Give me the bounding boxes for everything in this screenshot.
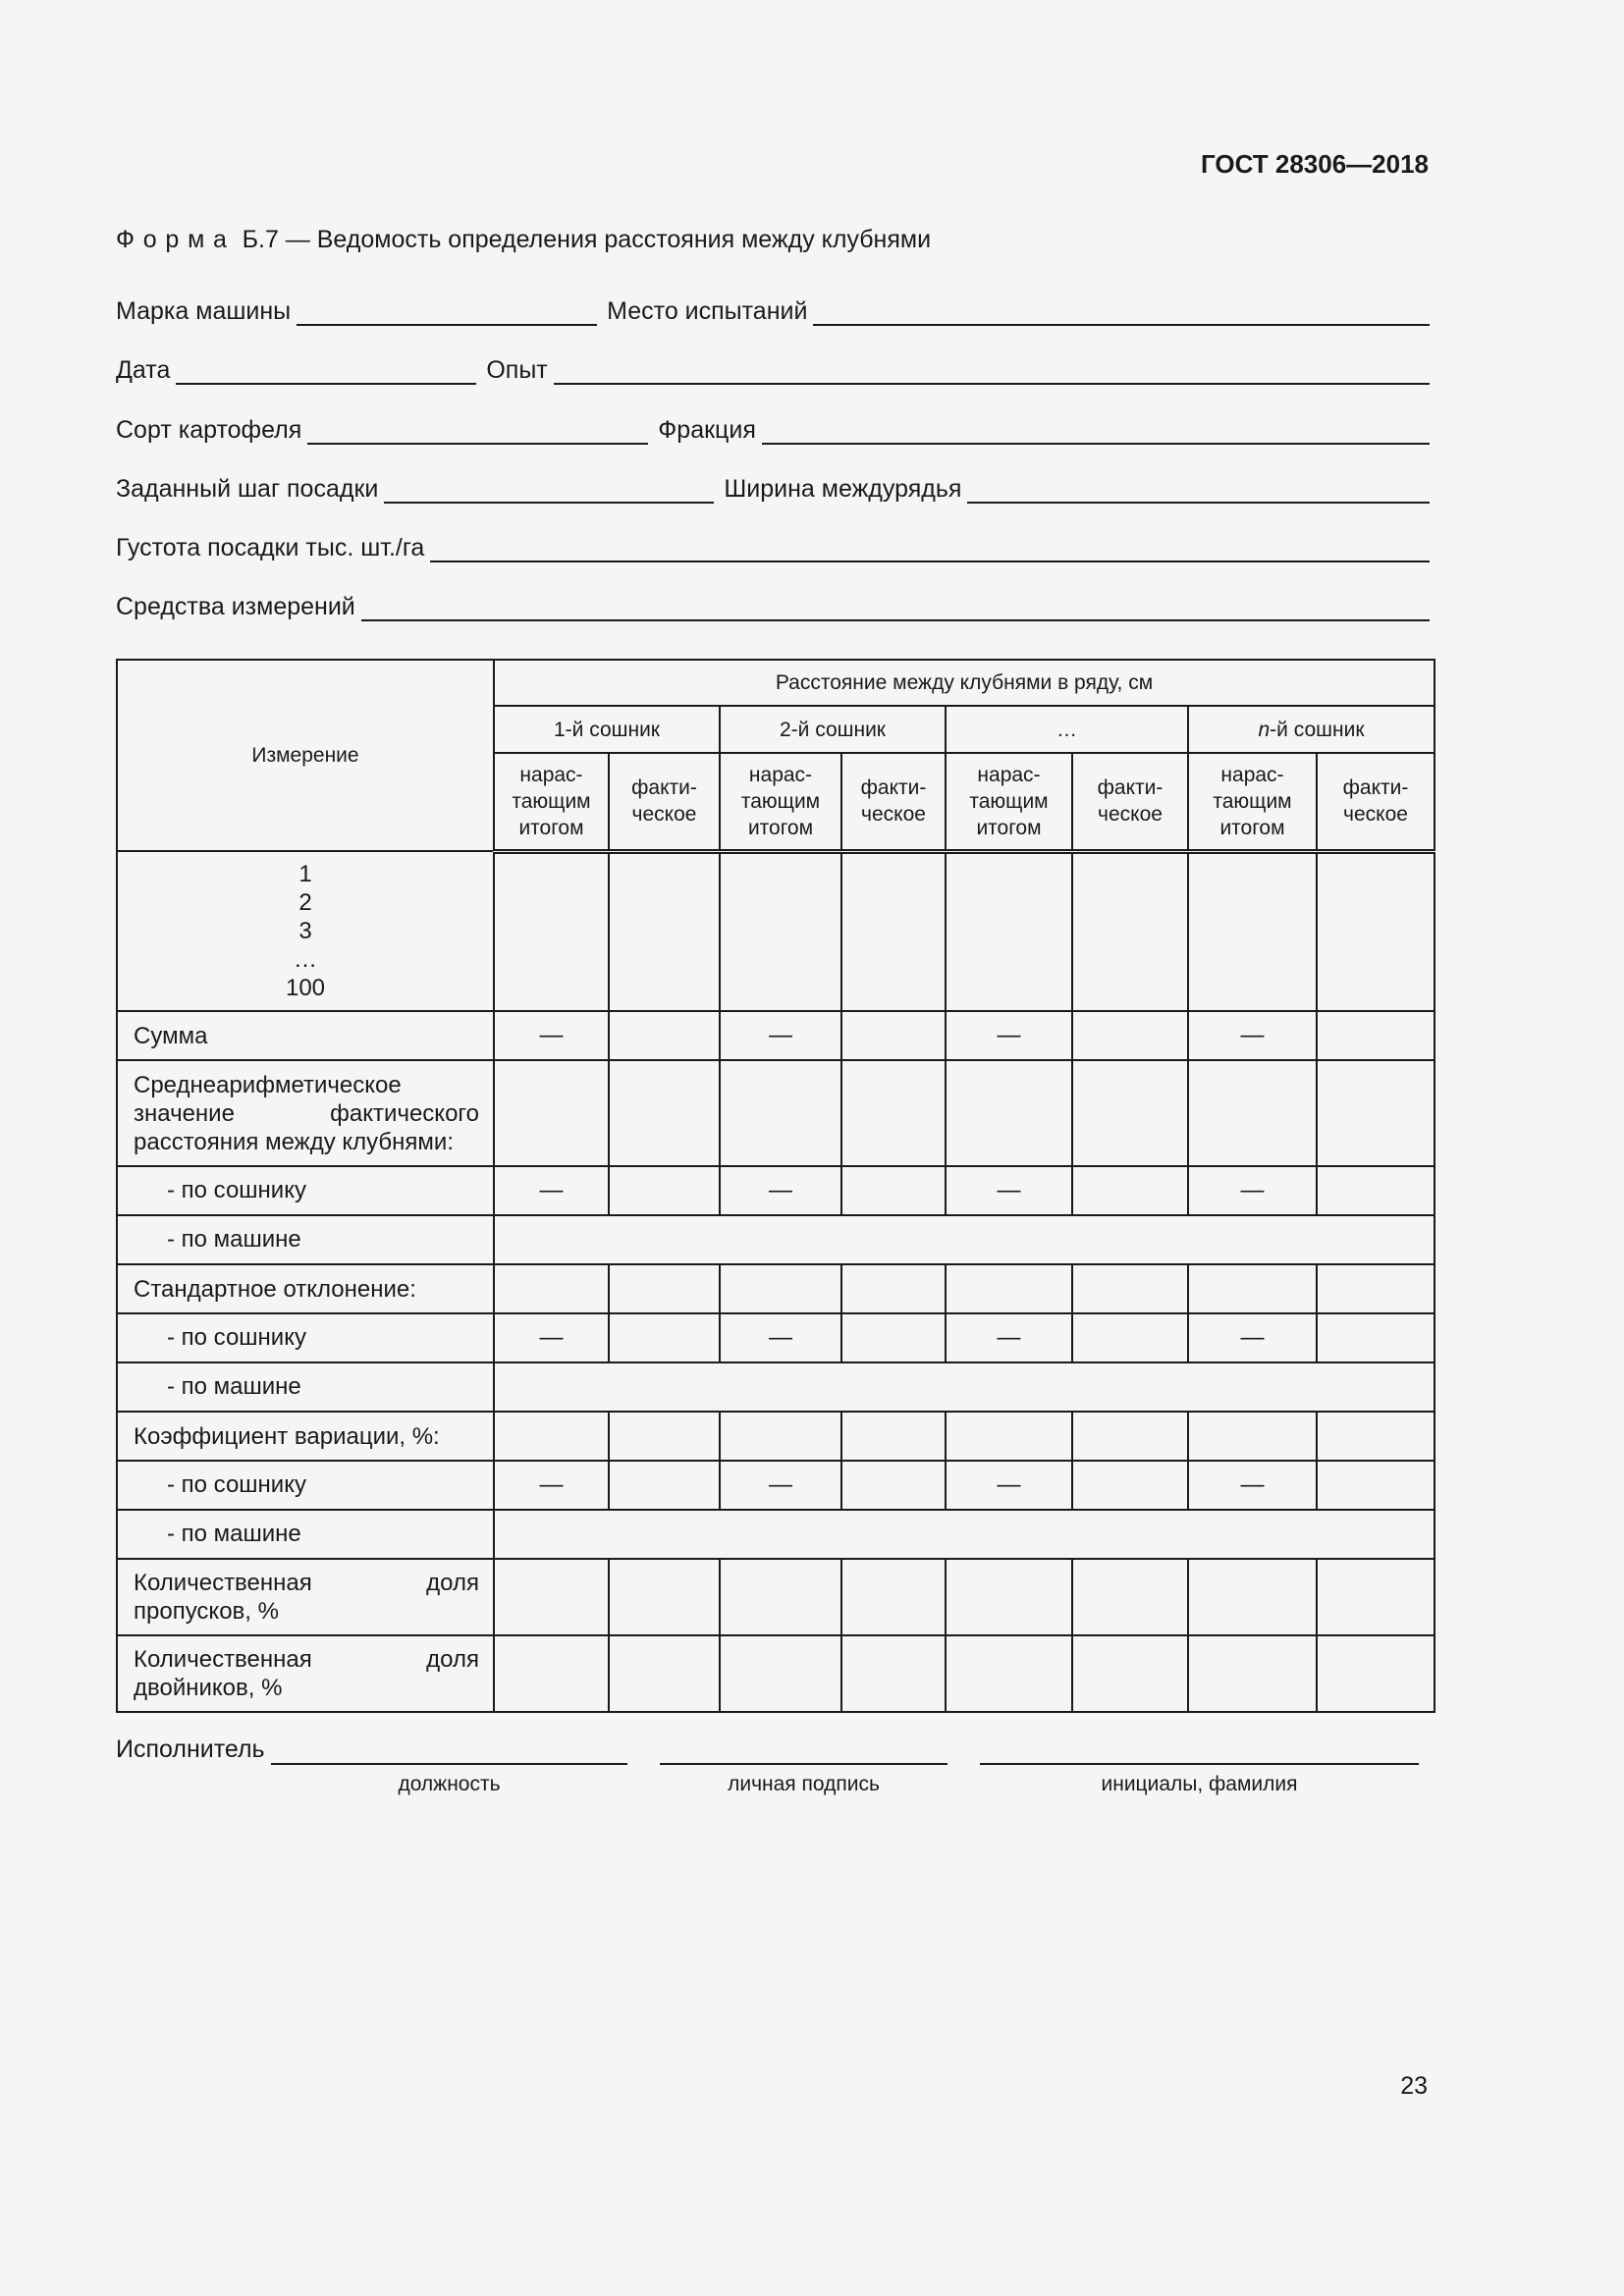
- measurement-numbers: 1 2 3 … 100: [117, 851, 494, 1011]
- cell[interactable]: [1188, 851, 1317, 1011]
- test-place-blank[interactable]: [813, 296, 1430, 326]
- cell[interactable]: [1317, 851, 1435, 1011]
- signature-line[interactable]: [660, 1763, 947, 1765]
- position-caption: должность: [398, 1773, 501, 1795]
- cell[interactable]: [1317, 1166, 1435, 1215]
- opener-2-header: 2-й сошник: [720, 706, 946, 753]
- col-actual: факти- ческое: [1072, 753, 1188, 851]
- cell[interactable]: [609, 1060, 720, 1166]
- cell[interactable]: [841, 1461, 946, 1510]
- planting-step-label: Заданный шаг посадки: [116, 475, 379, 503]
- cell[interactable]: [1317, 1011, 1435, 1060]
- machine-brand-blank[interactable]: [297, 296, 597, 326]
- variation-row: [117, 1412, 1435, 1461]
- cell[interactable]: [1072, 851, 1188, 1011]
- field-line-step: [116, 464, 1430, 504]
- potato-variety-blank[interactable]: [307, 415, 648, 445]
- cell[interactable]: [841, 1635, 946, 1712]
- planting-density-blank[interactable]: [430, 533, 1430, 562]
- cell[interactable]: [946, 1635, 1072, 1712]
- dash-cell: —: [946, 1166, 1072, 1215]
- per-machine-label: - по машине: [117, 1510, 494, 1559]
- row-width-blank[interactable]: [967, 474, 1430, 504]
- cell[interactable]: [494, 1412, 609, 1461]
- dash-cell: —: [494, 1313, 609, 1362]
- cell[interactable]: [1317, 1060, 1435, 1166]
- col-cumulative: нарас- тающим итогом: [494, 753, 609, 851]
- doubles-row: [117, 1635, 1435, 1712]
- per-machine-label: - по машине: [117, 1215, 494, 1264]
- cell[interactable]: [1317, 1559, 1435, 1635]
- machine-cell[interactable]: [494, 1510, 1435, 1559]
- cell[interactable]: [494, 1635, 609, 1712]
- misses-label: Количественная доля пропусков, %: [117, 1559, 494, 1635]
- measurements-row: [117, 851, 1435, 1011]
- col-cumulative: нарас- тающим итогом: [1188, 753, 1317, 851]
- measurement-header: Измерение: [117, 660, 494, 851]
- planting-density-label: Густота посадки тыс. шт./га: [116, 534, 425, 561]
- cell[interactable]: [609, 1635, 720, 1712]
- cell[interactable]: [946, 1060, 1072, 1166]
- cell[interactable]: [1072, 1559, 1188, 1635]
- cell[interactable]: [1072, 1461, 1188, 1510]
- initials-caption: инициалы, фамилия: [1101, 1773, 1298, 1795]
- test-place-label: Место испытаний: [607, 297, 808, 325]
- dash-cell: —: [494, 1461, 609, 1510]
- cell[interactable]: [609, 1264, 720, 1313]
- dash-cell: —: [1188, 1166, 1317, 1215]
- cell[interactable]: [1072, 1264, 1188, 1313]
- mean-row: [117, 1060, 1435, 1166]
- cell[interactable]: [720, 1264, 841, 1313]
- cell[interactable]: [609, 1461, 720, 1510]
- cell[interactable]: [1317, 1635, 1435, 1712]
- cell[interactable]: [841, 1412, 946, 1461]
- cell[interactable]: [1188, 1635, 1317, 1712]
- stddev-label: Стандартное отклонение:: [117, 1264, 494, 1313]
- col-cumulative: нарас- тающим итогом: [946, 753, 1072, 851]
- cell[interactable]: [494, 851, 609, 1011]
- dash-cell: —: [946, 1461, 1072, 1510]
- opener-1-header: 1-й сошник: [494, 706, 720, 753]
- date-blank[interactable]: [176, 355, 476, 385]
- cell[interactable]: [841, 851, 946, 1011]
- initials-line[interactable]: [980, 1763, 1419, 1765]
- mean-label: Среднеарифметическое значение фактического расстояния между клубнями:: [117, 1060, 494, 1166]
- cell[interactable]: [1317, 1264, 1435, 1313]
- variation-label: Коэффициент вариации, %:: [117, 1412, 494, 1461]
- sum-label: Сумма: [117, 1011, 494, 1060]
- dash-cell: —: [720, 1166, 841, 1215]
- per-opener-label: - по сошнику: [117, 1313, 494, 1362]
- per-opener-label: - по сошнику: [117, 1461, 494, 1510]
- opener-n-header: n-й сошник: [1188, 706, 1435, 753]
- cell[interactable]: [841, 1011, 946, 1060]
- experiment-label: Опыт: [486, 356, 548, 384]
- cell[interactable]: [1317, 1313, 1435, 1362]
- measuring-means-label: Средства измерений: [116, 593, 355, 620]
- field-line-density: [116, 523, 1430, 562]
- cell[interactable]: [1072, 1011, 1188, 1060]
- per-machine-label: - по машине: [117, 1362, 494, 1412]
- cell[interactable]: [494, 1060, 609, 1166]
- variation-per-machine-row: [117, 1510, 1435, 1559]
- stddev-per-opener-row: [117, 1313, 1435, 1362]
- planting-step-blank[interactable]: [384, 474, 714, 504]
- signature-caption: личная подпись: [728, 1773, 880, 1795]
- cell[interactable]: [609, 1559, 720, 1635]
- cell[interactable]: [720, 851, 841, 1011]
- opener-ellipsis-header: …: [946, 706, 1188, 753]
- cell[interactable]: [494, 1264, 609, 1313]
- cell[interactable]: [841, 1166, 946, 1215]
- dash-cell: —: [720, 1461, 841, 1510]
- mean-per-opener-row: [117, 1166, 1435, 1215]
- stddev-row: [117, 1264, 1435, 1313]
- cell[interactable]: [946, 1559, 1072, 1635]
- cell[interactable]: [720, 1060, 841, 1166]
- cell[interactable]: [1317, 1412, 1435, 1461]
- cell[interactable]: [841, 1060, 946, 1166]
- mean-per-machine-row: [117, 1215, 1435, 1264]
- col-cumulative: нарас- тающим итогом: [720, 753, 841, 851]
- cell[interactable]: [1188, 1060, 1317, 1166]
- dash-cell: —: [946, 1011, 1072, 1060]
- cell[interactable]: [720, 1635, 841, 1712]
- potato-variety-label: Сорт картофеля: [116, 416, 302, 444]
- cell[interactable]: [946, 1412, 1072, 1461]
- field-line-machine: [116, 287, 1430, 326]
- page-number: 23: [1400, 2072, 1428, 2100]
- form-title: [116, 226, 931, 254]
- dash-cell: —: [946, 1313, 1072, 1362]
- cell[interactable]: [1317, 1461, 1435, 1510]
- cell[interactable]: [1188, 1559, 1317, 1635]
- per-opener-label: - по сошнику: [117, 1166, 494, 1215]
- cell[interactable]: [841, 1559, 946, 1635]
- position-line[interactable]: [271, 1763, 627, 1765]
- dash-cell: —: [720, 1313, 841, 1362]
- col-actual: факти- ческое: [1317, 753, 1435, 851]
- cell[interactable]: [609, 1011, 720, 1060]
- cell[interactable]: [841, 1264, 946, 1313]
- misses-row: [117, 1559, 1435, 1635]
- dash-cell: —: [1188, 1011, 1317, 1060]
- sum-row: [117, 1011, 1435, 1060]
- cell[interactable]: [609, 851, 720, 1011]
- cell[interactable]: [494, 1559, 609, 1635]
- dash-cell: —: [494, 1166, 609, 1215]
- distance-header: Расстояние между клубнями в ряду, см: [494, 660, 1435, 706]
- cell[interactable]: [1188, 1264, 1317, 1313]
- machine-brand-label: Марка машины: [116, 297, 292, 325]
- experiment-blank[interactable]: [554, 355, 1430, 385]
- form-label: Форма: [116, 226, 236, 253]
- cell[interactable]: [1072, 1635, 1188, 1712]
- cell[interactable]: [1072, 1313, 1188, 1362]
- cell[interactable]: [609, 1166, 720, 1215]
- variation-per-opener-row: [117, 1461, 1435, 1510]
- field-line-date: [116, 346, 1430, 385]
- standard-number: ГОСТ 28306—2018: [1201, 149, 1429, 179]
- form-title-text: Б.7 — Ведомость определения расстояния между клубнями: [242, 226, 932, 253]
- cell[interactable]: [946, 1264, 1072, 1313]
- cell[interactable]: [841, 1313, 946, 1362]
- machine-cell[interactable]: [494, 1362, 1435, 1412]
- cell[interactable]: [720, 1559, 841, 1635]
- dash-cell: —: [494, 1011, 609, 1060]
- cell[interactable]: [720, 1412, 841, 1461]
- field-line-means: [116, 582, 1430, 621]
- dash-cell: —: [1188, 1461, 1317, 1510]
- stddev-per-machine-row: [117, 1362, 1435, 1412]
- date-label: Дата: [116, 356, 171, 384]
- col-actual: факти- ческое: [841, 753, 946, 851]
- header-row-1: [117, 660, 1435, 706]
- dash-cell: —: [1188, 1313, 1317, 1362]
- col-actual: факти- ческое: [609, 753, 720, 851]
- cell[interactable]: [609, 1313, 720, 1362]
- cell[interactable]: [609, 1412, 720, 1461]
- cell[interactable]: [1188, 1412, 1317, 1461]
- executor-label: Исполнитель: [116, 1735, 265, 1763]
- doubles-label: Количественная доля двойников, %: [117, 1635, 494, 1712]
- field-line-variety: [116, 405, 1430, 445]
- measurement-table: [116, 659, 1435, 1713]
- machine-cell[interactable]: [494, 1215, 1435, 1264]
- fraction-blank[interactable]: [762, 415, 1430, 445]
- cell[interactable]: [1072, 1412, 1188, 1461]
- row-width-label: Ширина междурядья: [724, 475, 962, 503]
- cell[interactable]: [946, 851, 1072, 1011]
- fraction-label: Фракция: [658, 416, 756, 444]
- measuring-means-blank[interactable]: [361, 592, 1430, 621]
- dash-cell: —: [720, 1011, 841, 1060]
- cell[interactable]: [1072, 1060, 1188, 1166]
- cell[interactable]: [1072, 1166, 1188, 1215]
